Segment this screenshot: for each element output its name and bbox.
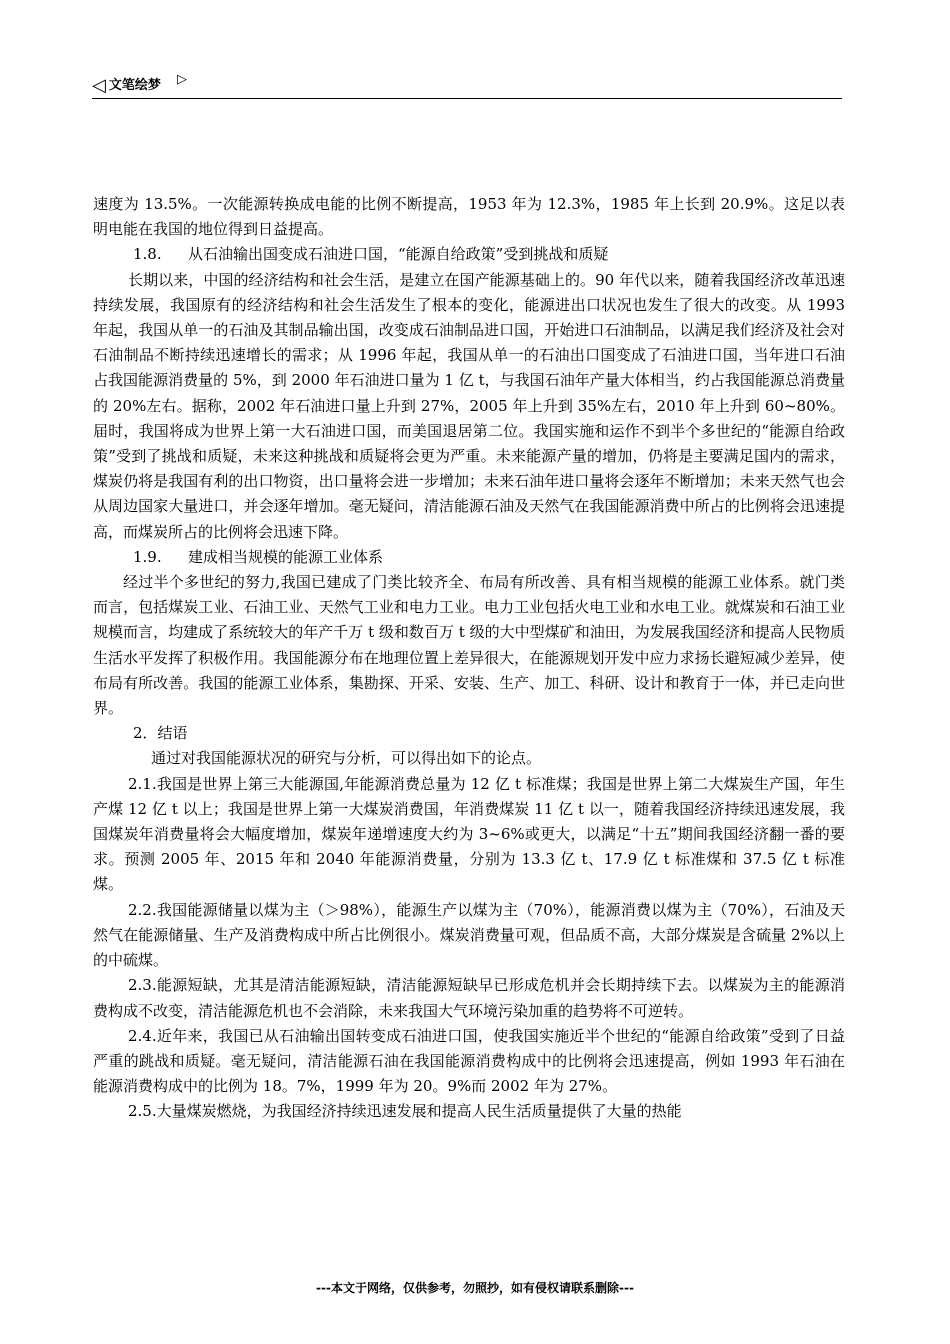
paragraph-conclusion-2-1: 2.1.我国是世界上第三大能源国,年能源消费总量为 12 亿 t 标准煤；我国是世界上第二大煤炭生产国，年生产煤 12 亿 t 以上；我国是世界上第一大煤炭消费国，年消费煤炭 11 亿 t 以一，随着我国经济持续迅速发展，我国煤炭年消费量将会大幅度增加，煤炭年递增速度大约为 3~6%或更大，以满足“十五”期间我国经济翻一番的要求。预测 2005 年、2015 年和 2040 年能源消费量，分别为 13.3 亿 t、17.9 亿 t 标准煤和 37.5 亿 t 标准煤。 (93, 774, 845, 894)
paragraph-energy-industry: 经过半个多世纪的努力,我国已建成了门类比较齐全、布局有所改善、具有相当规模的能源工业体系。就门类而言，包括煤炭工业、石油工业、天然气工业和电力工业。电力工业包括火电工业和水电工业。就煤炭和石油工业规模而言，均建成了系统较大的年产千万 t 级和数百万 t 级的大中型煤矿和油田，为发展我国经济和提高人民物质生活水平发挥了积极作用。我国能源分布在地理位置上差异很大，在能源规划开发中应力求扬长避短减少差异，使布局有所改善。我国的能源工业体系，集勘探、开采、安装、生产、加工、科研、设计和教育于一体，并已走向世界。 (93, 573, 845, 718)
paragraph-conclusion-2-4: 2.4.近年来，我国已从石油输出国转变成石油进口国，使我国实施近半个世纪的“能源自给政策”受到了日益严重的跳战和质疑。毫无疑问，清洁能源石油在我国能源消费构成中的比例将会迅速提高，例如 1993 年石油在能源消费构成中的比例为 18。7%，1999 年为 20。9%而 2002 年为 27%。 (93, 1026, 845, 1096)
section-number: 1.8. (133, 245, 162, 264)
section-title: 建成相当规模的能源工业体系 (188, 547, 384, 566)
section-number: 1.9. (133, 547, 162, 566)
page-header (92, 72, 842, 99)
document-body (93, 192, 845, 1125)
page-footer-disclaimer: ---本文于网络，仅供参考，勿照抄，如有侵权请联系删除--- (316, 1281, 634, 1295)
paragraph-oil-import: 长期以来，中国的经济结构和社会生活，是建立在国产能源基础上的。90 年代以来，随着我国经济改革迅速持续发展，我国原有的经济结构和社会生活发生了根本的变化，能源进出口状况也发生了很大的改变。从 1993 年起，我国从单一的石油及其制品输出国，改变成石油制品进口国，开始进口石油制品，以满足我们经济及社会对石油制品不断持续迅速增长的需求；从 1996 年起，我国从单一的石油出口国变成了石油进口国，当年进口石油占我国能源消费量的 5%，到 2000 年石油进口量为 1 亿 t，与我国石油年产量大体相当，约占我国能源总消费量的 20%左右。据称，2002 年石油进口量上升到 27%，2005 年上升到 35%左右，2010 年上升到 60~80%。届时，我国将成为世界上第一大石油进口国，而美国退居第二位。我国实施和运作不到半个多世纪的“能源自给政策”受到了挑战和质疑，未来这种挑战和质疑将会更为严重。未来能源产量的增加，仍将是主要满足国内的需求，煤炭仍将是我国有利的出口物资，出口量将会进一步增加；未来石油年进口量将会逐年不断增加；未来天然气也会从周边国家大量进口，并会逐年增加。毫无疑问，清洁能源石油及天然气在我国能源消费中所占的比例将会迅速提高，而煤炭所占的比例将会迅速下降。 (93, 270, 845, 541)
section-heading-1-9 (93, 545, 845, 570)
right-triangle-icon: ▷ (177, 72, 187, 87)
paragraph-electricity: 速度为 13.5%。一次能源转换成电能的比例不断提高，1953 年为 12.3%，1985 年上长到 20.9%。这足以表明电能在我国的地位得到日益提高。 (93, 195, 845, 239)
left-triangle-icon: ◁ (92, 75, 106, 96)
header-title-group (92, 74, 161, 96)
paragraph-conclusion-2-5: 2.5.大量煤炭燃烧，为我国经济持续迅速发展和提高人民生活质量提供了大量的热能 (128, 1102, 682, 1121)
section-heading-2: 2．结语 (133, 724, 188, 743)
section-heading-1-8 (93, 242, 845, 267)
paragraph-conclusion-2-2: 2.2.我国能源储量以煤为主（＞98%），能源生产以煤为主（70%），能源消费以煤为主（70%），石油及天然气在能源储量、生产及消费构成中所占比例很小。煤炭消费量可观，但品质不高，大部分煤炭是含硫量 2%以上的中硫煤。 (93, 900, 845, 970)
paragraph-conclusion-2-3: 2.3.能源短缺，尤其是清洁能源短缺，清洁能源短缺早已形成危机并会长期持续下去。以煤炭为主的能源消费构成不改变，清洁能源危机也不会消除，未来我国大气环境污染加重的趋势将不可逆转。 (93, 976, 845, 1020)
section-title: 从石油输出国变成石油进口国，“能源自给政策”受到挑战和质疑 (188, 245, 609, 264)
paragraph-conclusion-intro: 通过对我国能源状况的研究与分析，可以得出如下的论点。 (151, 749, 542, 768)
header-title: 文笔绘梦 (108, 78, 161, 93)
